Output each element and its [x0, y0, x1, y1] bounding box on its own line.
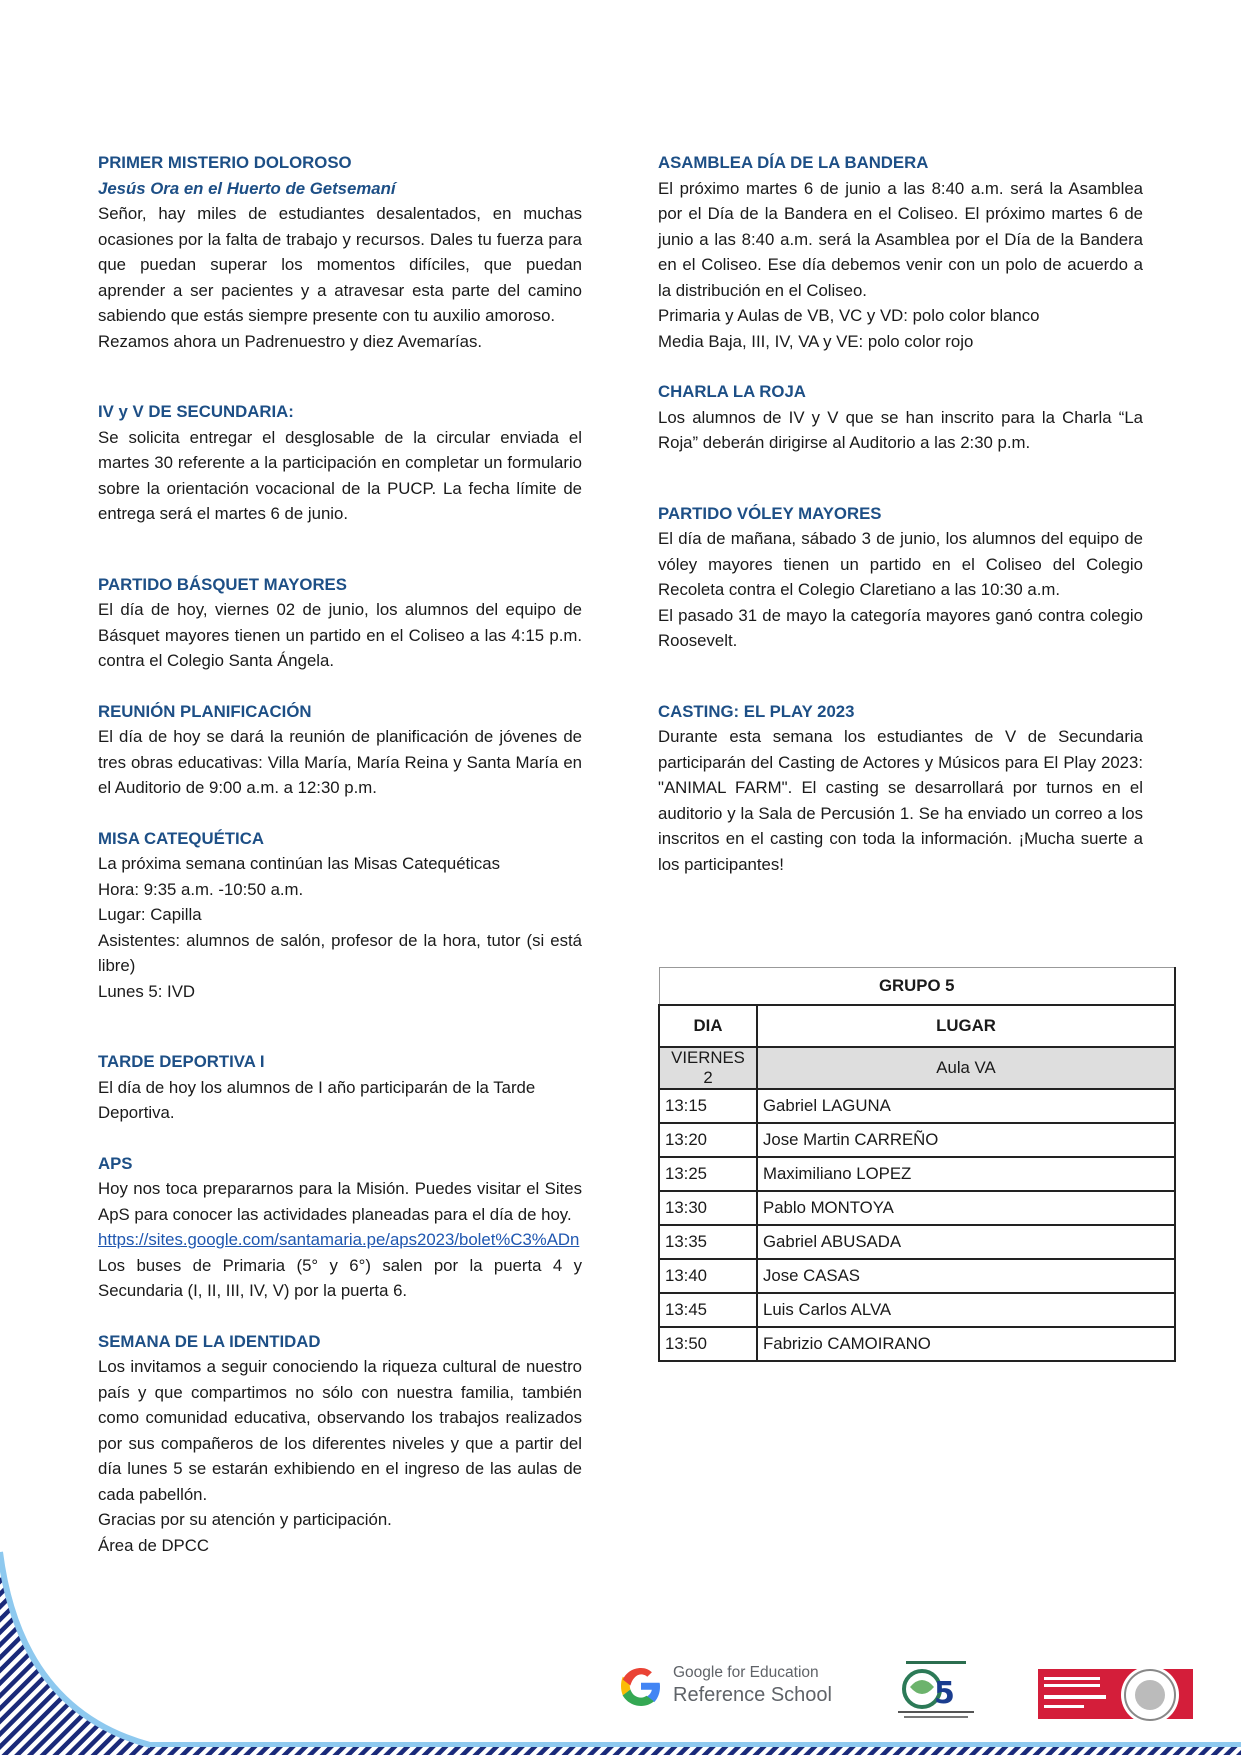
time-cell: 13:45 — [659, 1293, 757, 1327]
table-row — [659, 1259, 1175, 1293]
time-cell: 13:15 — [659, 1089, 757, 1123]
section-line: Área de DPCC — [98, 1535, 209, 1555]
section-line: Hora: 9:35 a.m. -10:50 a.m. — [98, 879, 304, 899]
google-logo-icon — [620, 1665, 662, 1707]
time-cell: 13:35 — [659, 1225, 757, 1259]
section-body: Hoy nos toca prepararnos para la Misión. Puedes visitar el Sites ApS para conocer las actividades planeadas para el día de hoy. — [98, 1179, 582, 1224]
table-row — [659, 1123, 1175, 1157]
table-row — [659, 1191, 1175, 1225]
time-cell: 13:50 — [659, 1327, 757, 1361]
section-line: Media Baja, III, IV, VA y VE: polo color rojo — [658, 331, 974, 351]
section-body: El pasado 31 de mayo la categoría mayores ganó contra colegio Roosevelt. — [658, 605, 1143, 650]
section-line: Lugar: Capilla — [98, 905, 202, 924]
time-cell: 13:25 — [659, 1157, 757, 1191]
section-body: Los invitamos a seguir conociendo la riqueza cultural de nuestro país y que compartimos no sólo con nuestra familia, también como comunidad educativa, observando los trabajos realizados por sus compañeros de los diferentes niveles y que a partir del día lunes 5 se estarán exhibiendo en el ingreso de las aulas de cada pabellón. — [98, 1357, 582, 1504]
section-body: El día de mañana, sábado 3 de junio, los alumnos del equipo de vóley mayores tienen un partido en el Coliseo del Colegio Recoleta contra el Colegio Claretiano a las 10:30 a.m. — [658, 529, 1143, 599]
section-subtitle: Jesús Ora en el Huerto de Getsemaní — [98, 178, 396, 198]
name-cell: Jose Martin CARREÑO — [757, 1123, 1175, 1157]
name-cell: Fabrizio CAMOIRANO — [757, 1327, 1175, 1361]
table-row — [659, 1089, 1175, 1123]
section-body: Los alumnos de IV y V que se han inscrito para la Charla “La Roja” deberán dirigirse al Auditorio a las 2:30 p.m. — [658, 407, 1143, 452]
table-day-cell: VIERNES 2 — [659, 1047, 757, 1089]
section-title: TARDE DEPORTIVA I — [98, 1052, 265, 1071]
section-line: La próxima semana continúan las Misas Catequéticas — [98, 854, 501, 873]
time-cell: 13:30 — [659, 1191, 757, 1225]
name-cell: Luis Carlos ALVA — [757, 1293, 1175, 1327]
section-line: Lunes 5: IVD — [98, 981, 196, 1001]
table-row — [659, 1225, 1175, 1259]
section-body: El próximo martes 6 de junio a las 8:40 a.m. será la Asamblea por el Día de la Bandera en el Coliseo. El próximo martes 6 de junio a las 8:40 a.m. será la Asamblea por el Día de la Bandera en el Coliseo. Ese día debemos venir con un polo de acuerdo a la distribución en el Coliseo. — [658, 178, 1143, 300]
section-body: Señor, hay miles de estudiantes desalentados, en muchas ocasiones por la falta de trabajo y recursos. Dales tu fuerza para que puedan superar los momentos difíciles, que puedan aprender a ser pacientes y a atravesar esta parte del camino sabiendo que estás siempre presente con tu auxilio amoroso. — [98, 204, 582, 325]
section-body: Rezamos ahora un Padrenuestro y diez Avemarías. — [98, 331, 483, 351]
table-row — [659, 1157, 1175, 1191]
left-column — [98, 150, 582, 1558]
casting-schedule-table — [658, 967, 1176, 1362]
google-line2: Reference School — [673, 1684, 832, 1706]
section-body: Durante esta semana los estudiantes de V de Secundaria participarán del Casting de Actores y Músicos para El Play 2023: "ANIMAL FARM". El casting se desarrollará por turnos en el auditorio y la Sala de Percusión 1. Se ha enviado un correo a los inscritos en el casting con toda la información. ¡Mucha suerte a los participantes! — [658, 727, 1143, 874]
name-cell: Pablo MONTOYA — [757, 1191, 1175, 1225]
section-title: PARTIDO BÁSQUET MAYORES — [98, 574, 347, 594]
section-title: ASAMBLEA DÍA DE LA BANDERA — [658, 153, 929, 172]
section-line: Gracias por su atención y participación. — [98, 1510, 392, 1529]
right-column — [658, 150, 1143, 877]
table-title: GRUPO 5 — [659, 968, 1175, 1006]
section-title: PARTIDO VÓLEY MAYORES — [658, 503, 882, 523]
bureau-veritas-certification-logo-icon — [1038, 1665, 1193, 1725]
section-body: El día de hoy, viernes 02 de junio, los alumnos del equipo de Básquet mayores tienen un partido en el Coliseo a las 4:15 p.m. contra el Colegio Santa Ángela. — [98, 600, 582, 670]
section-title: IV y V DE SECUNDARIA: — [98, 402, 294, 421]
time-cell: 13:20 — [659, 1123, 757, 1157]
section-title: CHARLA LA ROJA — [658, 382, 806, 401]
name-cell: Maximiliano LOPEZ — [757, 1157, 1175, 1191]
google-line1: Google for Education — [673, 1664, 819, 1681]
time-cell: 13:40 — [659, 1259, 757, 1293]
name-cell: Gabriel ABUSADA — [757, 1225, 1175, 1259]
section-title: SEMANA DE LA IDENTIDAD — [98, 1331, 321, 1351]
svg-text:5: 5 — [934, 1676, 955, 1711]
section-line: Primaria y Aulas de VB, VC y VD: polo color blanco — [658, 306, 1040, 325]
educational-project-logo-icon — [896, 1659, 976, 1723]
section-body: Los buses de Primaria (5° y 6°) salen por la puerta 4 y Secundaria (I, II, III, IV, V) por la puerta 6. — [98, 1255, 582, 1300]
section-body: El día de hoy los alumnos de I año participarán de la Tarde Deportiva. — [98, 1077, 536, 1122]
name-cell: Jose CASAS — [757, 1259, 1175, 1293]
section-title: PRIMER MISTERIO DOLOROSO — [98, 153, 352, 172]
table-header-place: LUGAR — [757, 1005, 1175, 1047]
name-cell: Gabriel LAGUNA — [757, 1089, 1175, 1123]
aps-link[interactable]: https://sites.google.com/santamaria.pe/aps2023/bolet%C3%ADn — [98, 1230, 580, 1249]
table-place-cell: Aula VA — [757, 1047, 1175, 1089]
section-title: REUNIÓN PLANIFICACIÓN — [98, 701, 312, 721]
table-row — [659, 1327, 1175, 1361]
section-body: El día de hoy se dará la reunión de planificación de jóvenes de tres obras educativas: Villa María, María Reina y Santa María en el Auditorio de 9:00 a.m. a 12:30 p.m. — [98, 727, 582, 797]
google-reference-text — [673, 1663, 832, 1707]
table-header-day: DIA — [659, 1005, 757, 1047]
table-row — [659, 1293, 1175, 1327]
section-title: CASTING: EL PLAY 2023 — [658, 701, 855, 721]
footer-logos — [620, 1655, 1190, 1735]
section-body: Se solicita entregar el desglosable de la circular enviada el martes 30 referente a la participación en completar un formulario sobre la orientación vocacional de la PUCP. La fecha límite de entrega será el martes 6 de junio. — [98, 427, 582, 523]
section-title: MISA CATEQUÉTICA — [98, 828, 264, 848]
section-line: Asistentes: alumnos de salón, profesor de la hora, tutor (si está libre) — [98, 930, 582, 975]
section-title: APS — [98, 1153, 133, 1173]
